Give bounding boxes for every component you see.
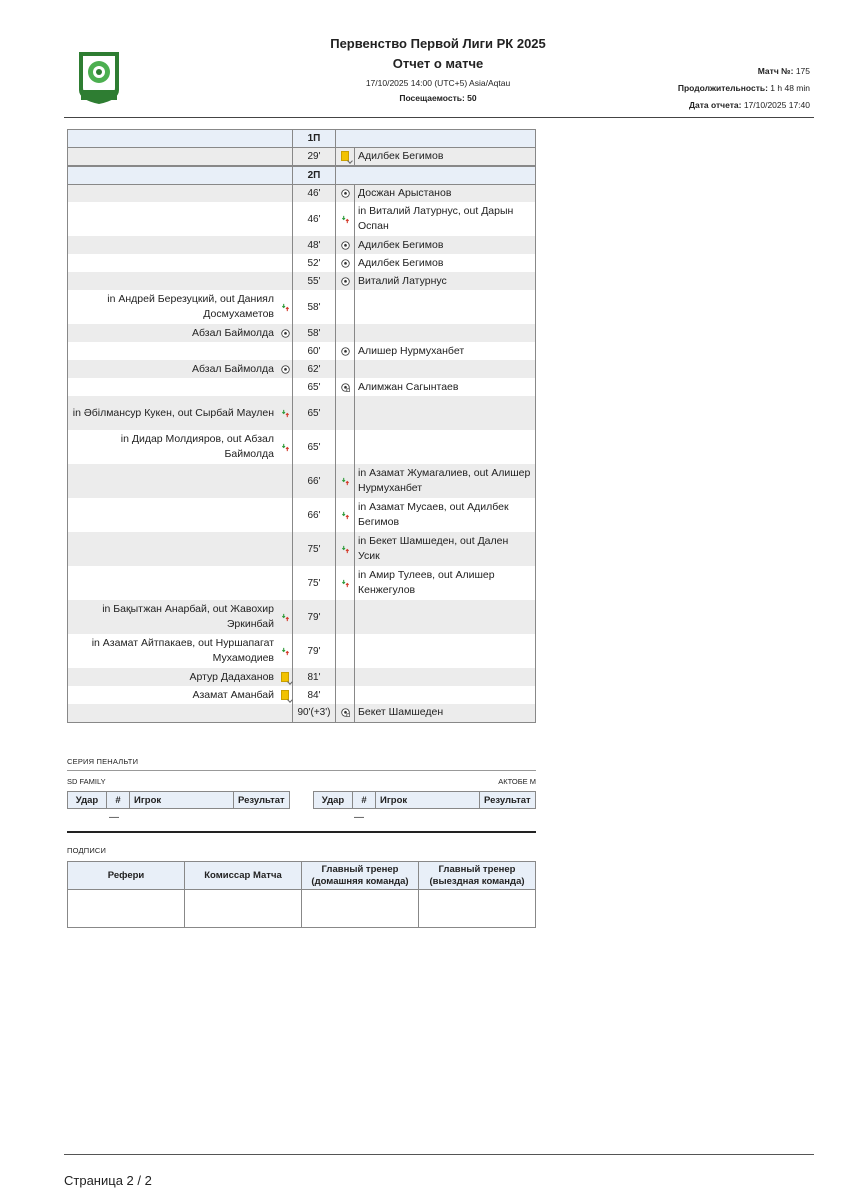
event-home-text	[68, 704, 279, 722]
event-row	[68, 600, 536, 634]
penalties-home-table	[67, 791, 290, 809]
penalties-away-empty: —	[354, 812, 364, 823]
period-header	[68, 130, 536, 148]
event-row	[68, 184, 536, 202]
penalty-goal-icon	[336, 704, 355, 722]
event-home-icon-cell	[278, 184, 293, 202]
event-away-text: in Бекет Шамшеден, out Дален Усик	[355, 532, 536, 566]
yellow-card-icon	[278, 686, 293, 704]
sig-away-coach-cell[interactable]	[419, 890, 536, 928]
event-home-icon-cell	[278, 254, 293, 272]
event-away-text: in Амир Тулеев, out Алишер Кенжегулов	[355, 566, 536, 600]
event-row	[68, 566, 536, 600]
event-home-icon-cell	[278, 704, 293, 722]
event-home-text: in Бақытжан Анарбай, out Жавохир Эркинбай	[68, 600, 279, 634]
event-home-text	[68, 532, 279, 566]
event-away-text: Алишер Нурмуханбет	[355, 342, 536, 360]
event-away-text: Адилбек Бегимов	[355, 148, 536, 166]
event-row	[68, 360, 536, 378]
footer-divider	[64, 1154, 814, 1155]
event-minute: 65'	[293, 430, 336, 464]
event-away-text	[355, 686, 536, 704]
event-row	[68, 686, 536, 704]
period-home-blank	[68, 130, 293, 148]
event-away-text	[355, 430, 536, 464]
report-title: Первенство Первой Лиги РК 2025	[330, 36, 546, 51]
goal-icon	[278, 324, 293, 342]
event-minute: 55'	[293, 272, 336, 290]
pen-col-shot: Удар	[314, 792, 353, 809]
pen-col-number: #	[353, 792, 376, 809]
sig-referee-cell[interactable]	[68, 890, 185, 928]
event-home-text: in Дидар Молдияров, out Абзал Баймолда	[68, 430, 279, 464]
event-home-text	[68, 236, 279, 254]
sig-commissioner-cell[interactable]	[185, 890, 302, 928]
event-row	[68, 254, 536, 272]
event-minute: 58'	[293, 324, 336, 342]
period-away-blank	[336, 166, 536, 185]
event-home-icon-cell	[278, 498, 293, 532]
sig-commissioner: Комиссар Матча	[185, 862, 302, 890]
event-away-text: Досжан Арыстанов	[355, 184, 536, 202]
report-date-label: Дата отчета:	[688, 100, 742, 110]
event-row	[68, 272, 536, 290]
event-away-text	[355, 360, 536, 378]
pen-col-result: Результат	[234, 792, 290, 809]
goal-icon	[278, 360, 293, 378]
event-away-text: Бекет Шамшеден	[355, 704, 536, 722]
event-minute: 75'	[293, 532, 336, 566]
sig-home-coach-cell[interactable]	[302, 890, 419, 928]
event-minute: 52'	[293, 254, 336, 272]
event-home-text: Абзал Баймолда	[68, 324, 279, 342]
event-home-icon-cell	[278, 532, 293, 566]
event-row	[68, 430, 536, 464]
substitution-icon	[278, 600, 293, 634]
event-home-text	[68, 202, 279, 236]
event-away-text: Адилбек Бегимов	[355, 236, 536, 254]
event-away-icon-cell	[336, 634, 355, 668]
event-row	[68, 342, 536, 360]
event-row	[68, 396, 536, 430]
event-row	[68, 464, 536, 498]
event-home-text: Азамат Аманбай	[68, 686, 279, 704]
page-number: Страница 2 / 2	[64, 1173, 152, 1188]
event-minute: 81'	[293, 668, 336, 686]
report-date: 17/10/2025 17:40	[743, 100, 810, 110]
event-home-text	[68, 272, 279, 290]
report-subtitle: Отчет о матче	[392, 56, 484, 71]
event-minute: 46'	[293, 202, 336, 236]
event-minute: 79'	[293, 634, 336, 668]
duration: 1 h 48 min	[770, 83, 810, 93]
event-home-text	[68, 342, 279, 360]
signatures-table	[67, 861, 536, 928]
substitution-icon	[278, 396, 293, 430]
event-away-text	[355, 634, 536, 668]
event-minute: 46'	[293, 184, 336, 202]
goal-icon	[336, 184, 355, 202]
period-away-blank	[336, 130, 536, 148]
event-away-text	[355, 396, 536, 430]
event-home-icon-cell	[278, 272, 293, 290]
event-minute: 48'	[293, 236, 336, 254]
event-minute: 65'	[293, 396, 336, 430]
sig-away-coach: Главный тренер (выездная команда)	[419, 862, 536, 890]
match-no: 175	[795, 66, 810, 76]
event-row	[68, 532, 536, 566]
event-away-text	[355, 600, 536, 634]
event-home-icon-cell	[278, 464, 293, 498]
penalties-home-team: SD FAMILY	[67, 777, 106, 786]
event-row	[68, 378, 536, 396]
event-minute: 66'	[293, 464, 336, 498]
penalties-divider	[67, 770, 536, 771]
event-home-text	[68, 148, 279, 166]
sig-referee: Рефери	[68, 862, 185, 890]
event-row	[68, 290, 536, 324]
pen-col-result: Результат	[480, 792, 536, 809]
event-away-icon-cell	[336, 324, 355, 342]
event-away-text	[355, 668, 536, 686]
event-away-text	[355, 324, 536, 342]
event-away-text: Виталий Латурнус	[355, 272, 536, 290]
event-row	[68, 668, 536, 686]
duration-label: Продолжительность:	[677, 83, 768, 93]
substitution-icon	[336, 202, 355, 236]
event-away-text: Алимжан Сагынтаев	[355, 378, 536, 396]
substitution-icon	[336, 498, 355, 532]
yellow-card-icon	[336, 148, 355, 166]
event-minute: 66'	[293, 498, 336, 532]
event-home-text: in Азамат Айтпакаев, out Нуршапагат Мухамодиев	[68, 634, 279, 668]
attendance: Посещаемость: 50	[399, 93, 477, 103]
pen-col-number: #	[107, 792, 130, 809]
event-away-icon-cell	[336, 290, 355, 324]
event-away-text: Адилбек Бегимов	[355, 254, 536, 272]
event-row	[68, 148, 536, 166]
pen-col-player: Игрок	[376, 792, 480, 809]
period-label: 1П	[293, 130, 336, 148]
event-away-text: in Азамат Жумагалиев, out Алишер Нурмуханбет	[355, 464, 536, 498]
signatures-label: ПОДПИСИ	[67, 846, 107, 855]
event-minute: 90'(+3')	[293, 704, 336, 722]
event-away-icon-cell	[336, 600, 355, 634]
pen-col-player: Игрок	[130, 792, 234, 809]
goal-icon	[336, 342, 355, 360]
event-home-text	[68, 184, 279, 202]
penalties-end-divider	[67, 831, 536, 833]
goal-icon	[336, 272, 355, 290]
match-meta	[678, 63, 810, 114]
event-away-text	[355, 290, 536, 324]
yellow-card-icon	[278, 668, 293, 686]
substitution-icon	[336, 464, 355, 498]
substitution-icon	[278, 430, 293, 464]
event-row	[68, 236, 536, 254]
event-minute: 29'	[293, 148, 336, 166]
pen-col-shot: Удар	[68, 792, 107, 809]
event-home-text: in Әбілмансур Кукен, out Сырбай Маулен	[68, 396, 279, 430]
event-minute: 62'	[293, 360, 336, 378]
penalties-label: СЕРИЯ ПЕНАЛЬТИ	[67, 757, 139, 766]
penalties-away-table	[313, 791, 536, 809]
event-home-icon-cell	[278, 566, 293, 600]
event-away-icon-cell	[336, 430, 355, 464]
event-home-text	[68, 498, 279, 532]
event-row	[68, 324, 536, 342]
event-minute: 84'	[293, 686, 336, 704]
goal-icon	[336, 236, 355, 254]
period-label: 2П	[293, 166, 336, 185]
match-datetime: 17/10/2025 14:00 (UTC+5) Asia/Aqtau	[365, 78, 511, 88]
event-home-text: in Андрей Березуцкий, out Даниял Досмухаметов	[68, 290, 279, 324]
event-away-icon-cell	[336, 360, 355, 378]
event-away-icon-cell	[336, 396, 355, 430]
event-home-text	[68, 254, 279, 272]
sig-home-coach: Главный тренер (домашняя команда)	[302, 862, 419, 890]
event-home-text	[68, 566, 279, 600]
period-home-blank	[68, 166, 293, 185]
event-minute: 60'	[293, 342, 336, 360]
event-minute: 65'	[293, 378, 336, 396]
league-logo	[75, 50, 123, 106]
event-home-icon-cell	[278, 148, 293, 166]
event-away-icon-cell	[336, 686, 355, 704]
goal-icon	[336, 254, 355, 272]
event-row	[68, 202, 536, 236]
penalty-goal-icon	[336, 378, 355, 396]
event-home-text	[68, 378, 279, 396]
event-home-icon-cell	[278, 342, 293, 360]
event-home-icon-cell	[278, 236, 293, 254]
substitution-icon	[278, 290, 293, 324]
event-row	[68, 498, 536, 532]
event-away-text: in Азамат Мусаев, out Адилбек Бегимов	[355, 498, 536, 532]
match-no-label: Матч №:	[757, 66, 794, 76]
event-minute: 79'	[293, 600, 336, 634]
event-home-text: Артур Дадаханов	[68, 668, 279, 686]
header-divider	[64, 117, 814, 118]
event-row	[68, 634, 536, 668]
event-home-icon-cell	[278, 202, 293, 236]
period-header	[68, 166, 536, 185]
event-home-icon-cell	[278, 378, 293, 396]
event-home-text	[68, 464, 279, 498]
substitution-icon	[336, 566, 355, 600]
events-table	[67, 129, 536, 723]
event-minute: 75'	[293, 566, 336, 600]
substitution-icon	[278, 634, 293, 668]
penalties-away-team: АКТОБЕ М	[498, 777, 536, 786]
event-home-text: Абзал Баймолда	[68, 360, 279, 378]
event-away-icon-cell	[336, 668, 355, 686]
event-minute: 58'	[293, 290, 336, 324]
event-away-text: in Виталий Латурнус, out Дарын Оспан	[355, 202, 536, 236]
event-row	[68, 704, 536, 722]
substitution-icon	[336, 532, 355, 566]
penalties-home-empty: —	[109, 812, 119, 823]
